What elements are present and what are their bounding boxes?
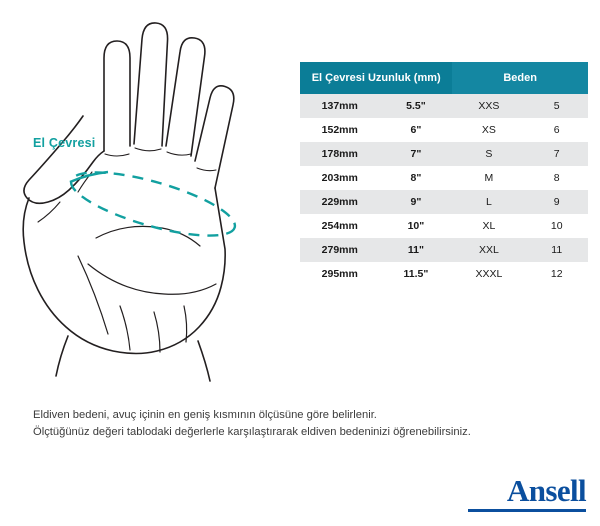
cell-size: L bbox=[452, 190, 525, 214]
cell-inch: 10" bbox=[379, 214, 452, 238]
instructions-text bbox=[33, 407, 573, 442]
cell-size: S bbox=[452, 142, 525, 166]
cell-num: 5 bbox=[525, 94, 588, 118]
instructions-line-1: Eldiven bedeni, avuç içinin en geniş kısmının ölçüsüne göre belirlenir. bbox=[33, 409, 377, 421]
table-row bbox=[300, 166, 588, 190]
cell-num: 11 bbox=[525, 238, 588, 262]
cell-inch: 6" bbox=[379, 118, 452, 142]
cell-num: 12 bbox=[525, 262, 588, 286]
cell-mm: 178mm bbox=[300, 142, 379, 166]
table-row bbox=[300, 190, 588, 214]
cell-inch: 7" bbox=[379, 142, 452, 166]
table-row bbox=[300, 94, 588, 118]
table-header-row bbox=[300, 62, 588, 94]
cell-size: XL bbox=[452, 214, 525, 238]
cell-num: 8 bbox=[525, 166, 588, 190]
table-row bbox=[300, 262, 588, 286]
header-circumference: El Çevresi Uzunluk (mm) bbox=[300, 62, 452, 94]
table-row bbox=[300, 214, 588, 238]
instructions-line-2: Ölçtüğünüz değeri tablodaki değerlerle karşılaştırarak eldiven bedeninizi öğrenebilirsiniz. bbox=[33, 426, 471, 439]
cell-inch: 8" bbox=[379, 166, 452, 190]
ansell-logo bbox=[468, 475, 586, 512]
cell-mm: 152mm bbox=[300, 118, 379, 142]
cell-inch: 11.5" bbox=[379, 262, 452, 286]
cell-mm: 229mm bbox=[300, 190, 379, 214]
table-row bbox=[300, 142, 588, 166]
table-row bbox=[300, 118, 588, 142]
cell-mm: 295mm bbox=[300, 262, 379, 286]
cell-mm: 279mm bbox=[300, 238, 379, 262]
cell-size: XXXL bbox=[452, 262, 525, 286]
cell-mm: 203mm bbox=[300, 166, 379, 190]
cell-inch: 5.5" bbox=[379, 94, 452, 118]
circumference-label: El Çevresi bbox=[33, 136, 96, 150]
cell-num: 6 bbox=[525, 118, 588, 142]
cell-size: M bbox=[452, 166, 525, 190]
cell-size: XXL bbox=[452, 238, 525, 262]
cell-num: 9 bbox=[525, 190, 588, 214]
size-table bbox=[300, 62, 588, 286]
cell-inch: 9" bbox=[379, 190, 452, 214]
cell-size: XS bbox=[452, 118, 525, 142]
cell-num: 7 bbox=[525, 142, 588, 166]
brand-underline bbox=[468, 509, 586, 512]
cell-size: XXS bbox=[452, 94, 525, 118]
cell-inch: 11" bbox=[379, 238, 452, 262]
hand-diagram bbox=[8, 6, 298, 406]
header-size: Beden bbox=[452, 62, 588, 94]
brand-wordmark: Ansell bbox=[506, 473, 586, 508]
cell-mm: 254mm bbox=[300, 214, 379, 238]
cell-num: 10 bbox=[525, 214, 588, 238]
cell-mm: 137mm bbox=[300, 94, 379, 118]
table-row bbox=[300, 238, 588, 262]
